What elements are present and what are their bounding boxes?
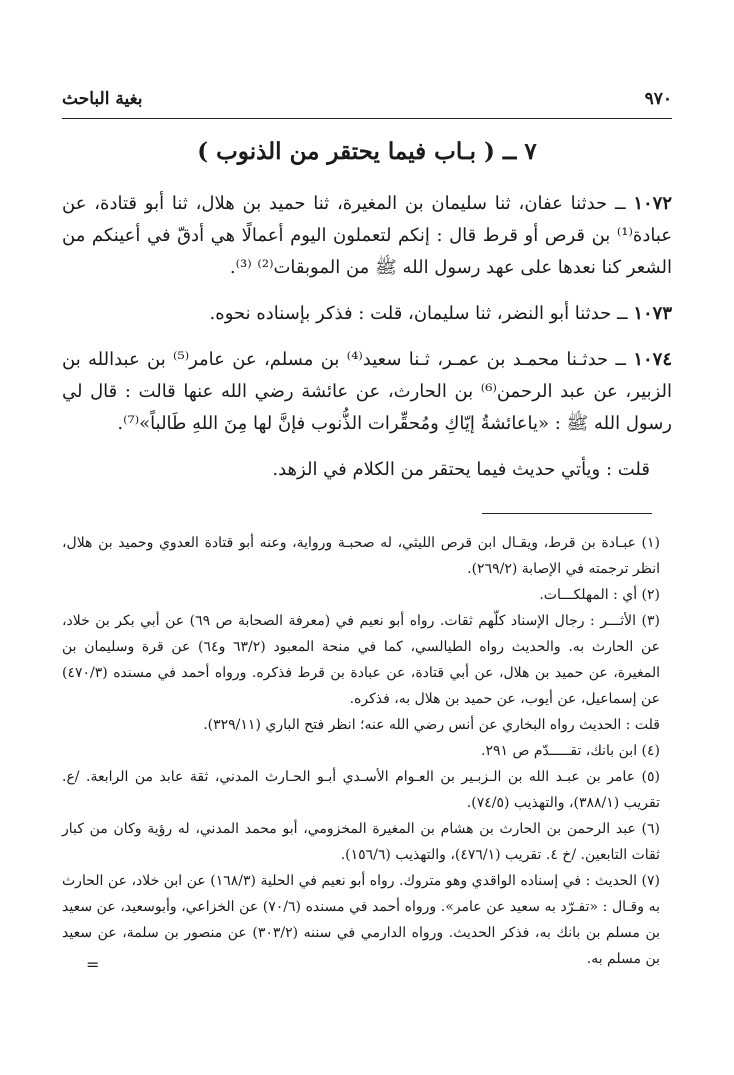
hadith-1074 (62, 344, 672, 440)
closing-note: قلت : ويأتي حديث فيما يحتقر من الكلام في الزهد. (272, 459, 650, 480)
footnotes (62, 530, 672, 972)
main-text (62, 188, 672, 486)
footnote-3: (٣) الأثـــر : رجال الإسناد كلّهم ثقات. رواه أبو نعيم في (معرفة الصحابة ص ٦٩) عن أبي بكر بن خلاد، عن الحارث به. والحديث رواه الطيالسي، كما في منحة المعبود (٦٣/٢ و٦٤) عن قرة وسليمان بن المغيرة، عن حميد بن هلال، عن أبي قتادة، عن عبادة بن قرط فذكره. ورواه أحمد في مسنده (٤٧٠/٣) عن إسماعيل، عن أيوب، عن حميد بن هلال به، فذكره. (62, 613, 660, 707)
hadith-number: ١٠٧٤ (633, 349, 672, 370)
footnote-4: (٤) ابن بانك، تقـــــدّم ص ٢٩١. (481, 743, 660, 759)
hadith-number: ١٠٧٢ (633, 193, 672, 214)
hadith-text: ــ حدثنا أبو النضر، ثنا سليمان، قلت : فذكر بإسناده نحوه. (209, 303, 628, 324)
footnote-2: (٢) أي : المهلكـــات. (539, 587, 660, 603)
hadith-number: ١٠٧٣ (633, 303, 672, 324)
chapter-title: ٧ ــ ( بـاب فيما يحتقر من الذنوب ) (197, 138, 537, 165)
continuation-mark: = (86, 955, 100, 974)
footnote-6: (٦) عبد الرحمن بن الحارث بن هشام بن المغيرة المخزومي، أبو محمد المدني، له رؤية وكان من كبار ثقات التابعين. /خ ٤. تقريب (٤٧٦/١)، والتهذيب (١٥٦/٦). (62, 821, 660, 863)
hadith-text: ــ حدثـنا محمـد بن عمـر، ثـنا سعيد⁽⁴⁾ بن مسلم، عن عامر⁽⁵⁾ بن عبدالله بن الزبير، عن عبد الرحمن⁽⁶⁾ بن الحارث، عن عائشة رضي الله عنها قالت : قال لي رسول الله ﷺ : «ياعائشةُ إيّاكِ ومُحقِّرات الذُّنوب فإنَّ لها مِنَ اللهِ طَالباً»⁽⁷⁾. (62, 349, 672, 434)
page-number: ٩٧٠ (644, 89, 672, 109)
hadith-1073 (62, 298, 672, 330)
hadith-text: ــ حدثنا عفان، ثنا سليمان بن المغيرة، ثنا حميد بن هلال، ثنا أبو قتادة، عن عبادة⁽¹⁾ بن قرص أو قرط قال : إنكم لتعملون اليوم أعمالًا هي أدقّ في أعينكم من الشعر كنا نعدها على عهد رسول الله ﷺ من الموبقات⁽²⁾ ⁽³⁾. (62, 193, 672, 278)
footnote-1: (١) عبـادة بن قرط، ويقـال ابن قرص الليثي، له صحبـة ورواية، وعنه أبو قتادة العدوي وحميد بن هلال، انظر ترجمته في الإصابة (٢٦٩/٢). (62, 535, 660, 577)
footnote-divider (482, 513, 652, 514)
book-title: بغية الباحث (62, 89, 143, 109)
header-divider (62, 118, 672, 119)
footnote-3-note: قلت : الحديث رواه البخاري عن أنس رضي الله عنه؛ انظر فتح الباري (٣٢٩/١١). (203, 717, 660, 733)
footnote-5: (٥) عامر بن عبـد الله بن الـزبـير بن العـوام الأسـدي أبـو الحـارث المدني، ثقة عابد من الرابعة. /ع. تقريب (٣٨٨/١)، والتهذيب (٧٤/٥). (62, 769, 660, 811)
hadith-1072 (62, 188, 672, 284)
footnote-7: (٧) الحديث : في إسناده الواقدي وهو متروك. رواه أبو نعيم في الحلية (١٦٨/٣) عن ابن خلاد، عن الحارث به وقـال : «تفـرّد به سعيد عن عامر». ورواه أحمد في مسنده (٧٠/٦) عن الخزاعي، وأبوسعيد، عن سعيد بن مسلم بن بانك به، فذكر الحديث. ورواه الدارمي في سننه (٣٠٣/٢) عن منصور بن سلمة، عن سعيد بن مسلم به. (62, 873, 661, 967)
running-header (62, 86, 672, 112)
